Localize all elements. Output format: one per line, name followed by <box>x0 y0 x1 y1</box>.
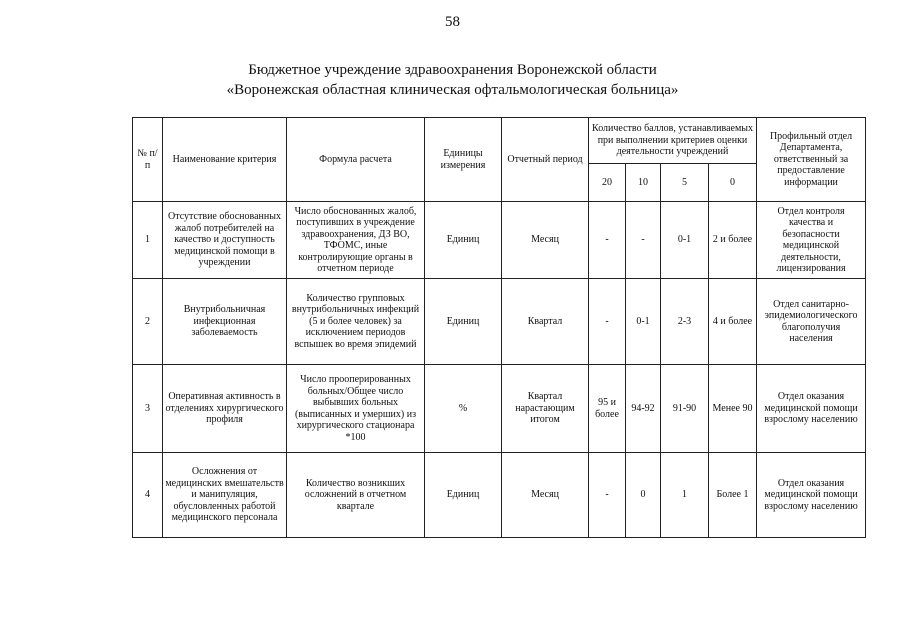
row-score-0: Более 1 <box>709 453 757 538</box>
row-score-5: 2-3 <box>661 279 709 365</box>
row-score-10: 0-1 <box>626 279 661 365</box>
row-score-20: - <box>589 279 626 365</box>
row-name: Отсутствие обоснованных жалоб потребителей на качество и доступность медицинской помощи в учреждении <box>163 202 287 279</box>
row-name: Оперативная активность в отделениях хирургического профиля <box>163 365 287 453</box>
header-department: Профильный отдел Департамента, ответственный за предоставление информации <box>757 118 866 202</box>
row-score-20: - <box>589 202 626 279</box>
row-period: Квартал нарастающим итогом <box>502 365 589 453</box>
row-score-0: Менее 90 <box>709 365 757 453</box>
row-unit: Единиц <box>425 453 502 538</box>
table-row <box>133 365 866 453</box>
row-department: Отдел санитарно-эпидемиологического благополучия населения <box>757 279 866 365</box>
row-department: Отдел оказания медицинской помощи взрослому населению <box>757 453 866 538</box>
header-score-10: 10 <box>626 164 661 202</box>
header-num: № п/п <box>133 118 163 202</box>
row-unit: Единиц <box>425 202 502 279</box>
row-score-20: 95 и более <box>589 365 626 453</box>
row-unit: Единиц <box>425 279 502 365</box>
document-title <box>0 60 905 100</box>
header-score-0: 0 <box>709 164 757 202</box>
row-name: Осложнения от медицинских вмешательств и манипуляция, обусловленных работой медицинского персонала <box>163 453 287 538</box>
header-scores-group: Количество баллов, устанавливаемых при выполнении критериев оценки деятельности учреждений <box>589 118 757 164</box>
row-period: Месяц <box>502 453 589 538</box>
table-row <box>133 453 866 538</box>
row-num: 1 <box>133 202 163 279</box>
row-score-10: 0 <box>626 453 661 538</box>
row-score-0: 2 и более <box>709 202 757 279</box>
row-period: Квартал <box>502 279 589 365</box>
row-score-5: 1 <box>661 453 709 538</box>
title-line-1: Бюджетное учреждение здравоохранения Воронежской области <box>248 62 657 78</box>
row-score-0: 4 и более <box>709 279 757 365</box>
row-num: 2 <box>133 279 163 365</box>
header-score-20: 20 <box>589 164 626 202</box>
row-department: Отдел контроля качества и безопасности медицинской деятельности, лицензирования <box>757 202 866 279</box>
header-formula: Формула расчета <box>287 118 425 202</box>
row-formula: Число обоснованных жалоб, поступивших в учреждение здравоохранения, ДЗ ВО, ТФОМС, иные контролирующие органы в отчетном периоде <box>287 202 425 279</box>
header-period: Отчетный период <box>502 118 589 202</box>
row-num: 4 <box>133 453 163 538</box>
row-department: Отдел оказания медицинской помощи взрослому населению <box>757 365 866 453</box>
header-unit: Единицы измерения <box>425 118 502 202</box>
criteria-table <box>132 117 866 538</box>
row-score-5: 0-1 <box>661 202 709 279</box>
row-score-5: 91-90 <box>661 365 709 453</box>
row-formula: Число прооперированных больных/Общее число выбывших больных (выписанных и умерших) из хирургического стационара *100 <box>287 365 425 453</box>
row-score-10: - <box>626 202 661 279</box>
row-formula: Количество возникших осложнений в отчетном квартале <box>287 453 425 538</box>
table-row <box>133 202 866 279</box>
row-name: Внутрибольничная инфекционная заболеваемость <box>163 279 287 365</box>
header-row <box>133 118 866 164</box>
row-score-20: - <box>589 453 626 538</box>
header-score-5: 5 <box>661 164 709 202</box>
row-period: Месяц <box>502 202 589 279</box>
header-name: Наименование критерия <box>163 118 287 202</box>
page-number: 58 <box>445 14 460 30</box>
row-formula: Количество групповых внутрибольничных инфекций (5 и более человек) за исключением периодов вспышек во время эпидемий <box>287 279 425 365</box>
table-row <box>133 279 866 365</box>
row-num: 3 <box>133 365 163 453</box>
row-unit: % <box>425 365 502 453</box>
title-line-2: «Воронежская областная клиническая офтальмологическая больница» <box>226 82 679 98</box>
row-score-10: 94-92 <box>626 365 661 453</box>
